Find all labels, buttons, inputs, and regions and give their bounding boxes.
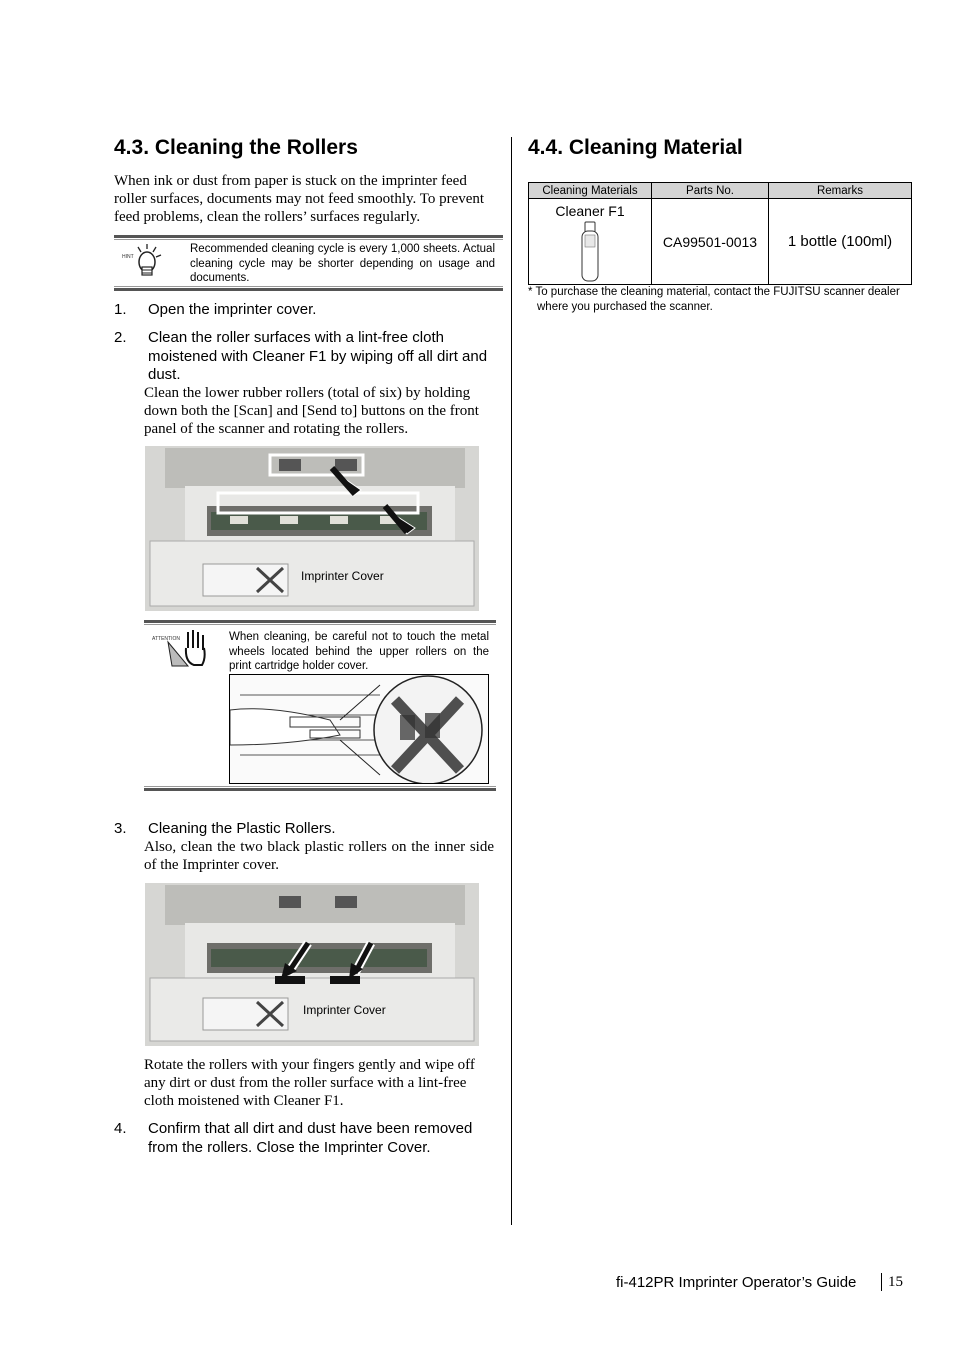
header-remarks: Remarks [769,183,912,199]
step-1-number: 1. [114,301,127,318]
step-2-detail: Clean the lower rubber rollers (total of six) by holding down both the [Scan] and [Send to] buttons on the front panel of the scanner and rotating the rollers. [144,385,479,437]
hint-icon [120,242,172,282]
scanner-photo-plastic-rollers [145,883,479,1046]
step-2-number: 2. [114,329,127,346]
section-title-cleaning-rollers: 4.3. Cleaning the Rollers [114,136,358,159]
attention-icon-label: ATTENTION [152,636,180,642]
cell-part-no: CA99501-0013 [652,199,769,285]
step-1-text: Open the imprinter cover. [148,301,317,318]
column-divider [511,137,512,1225]
step-4-number: 4. [114,1120,127,1137]
section-title-cleaning-material: 4.4. Cleaning Material [528,136,743,159]
cell-material [529,199,652,285]
step-3-detail: Also, clean the two black plastic rollers on the inner side of the Imprinter cover. [144,839,494,873]
table-header-row [529,183,912,199]
material-name: Cleaner F1 [555,203,625,219]
cleaning-material-table [528,182,912,285]
footer-separator [881,1273,882,1291]
rotate-rollers-paragraph: Rotate the rollers with your fingers gently and wipe off any dirt or dust from the roller surface with a lint-free cloth moistened with Cleaner F1. [144,1057,475,1109]
hint-icon-label: HINT [122,254,134,260]
scanner-photo-lower-rollers [145,446,479,611]
intro-paragraph: When ink or dust from paper is stuck on the imprinter feed roller surfaces, documents may not feed smoothly. To prevent feed problems, clean the rollers’ surfaces regularly. [114,173,485,225]
photo1-label: Imprinter Cover [301,569,384,583]
header-parts-no: Parts No. [652,183,769,199]
hint-text: Recommended cleaning cycle is every 1,000 sheets. Actual cleaning cycle may be shorter depending on usage and documents. [190,243,495,284]
step-2-text: Clean the roller surfaces with a lint-free cloth moistened with Cleaner F1 by wiping off all dirt and dust. [148,329,488,383]
purchase-footnote: * To purchase the cleaning material, contact the FUJITSU scanner dealer where you purchased the scanner. [528,286,900,313]
table-row [529,199,912,285]
step-3-number: 3. [114,820,127,837]
step-4-text: Confirm that all dirt and dust have been removed from the rollers. Close the Imprinter Cover. [148,1120,473,1156]
attention-text: When cleaning, be careful not to touch the metal wheels located behind the upper rollers on the print cartridge holder cover. [229,631,489,672]
cell-remarks: 1 bottle (100ml) [769,199,912,285]
attention-hand-icon [150,628,210,668]
step-3-text: Cleaning the Plastic Rollers. [148,820,336,837]
footer-guide-title: fi-412PR Imprinter Operator’s Guide [616,1274,857,1291]
photo2-label: Imprinter Cover [303,1003,386,1017]
page-number: 15 [888,1274,903,1290]
cleaner-bottle-icon [579,221,601,283]
header-cleaning-materials: Cleaning Materials [529,183,652,199]
metal-wheels-warning-image [229,674,489,784]
